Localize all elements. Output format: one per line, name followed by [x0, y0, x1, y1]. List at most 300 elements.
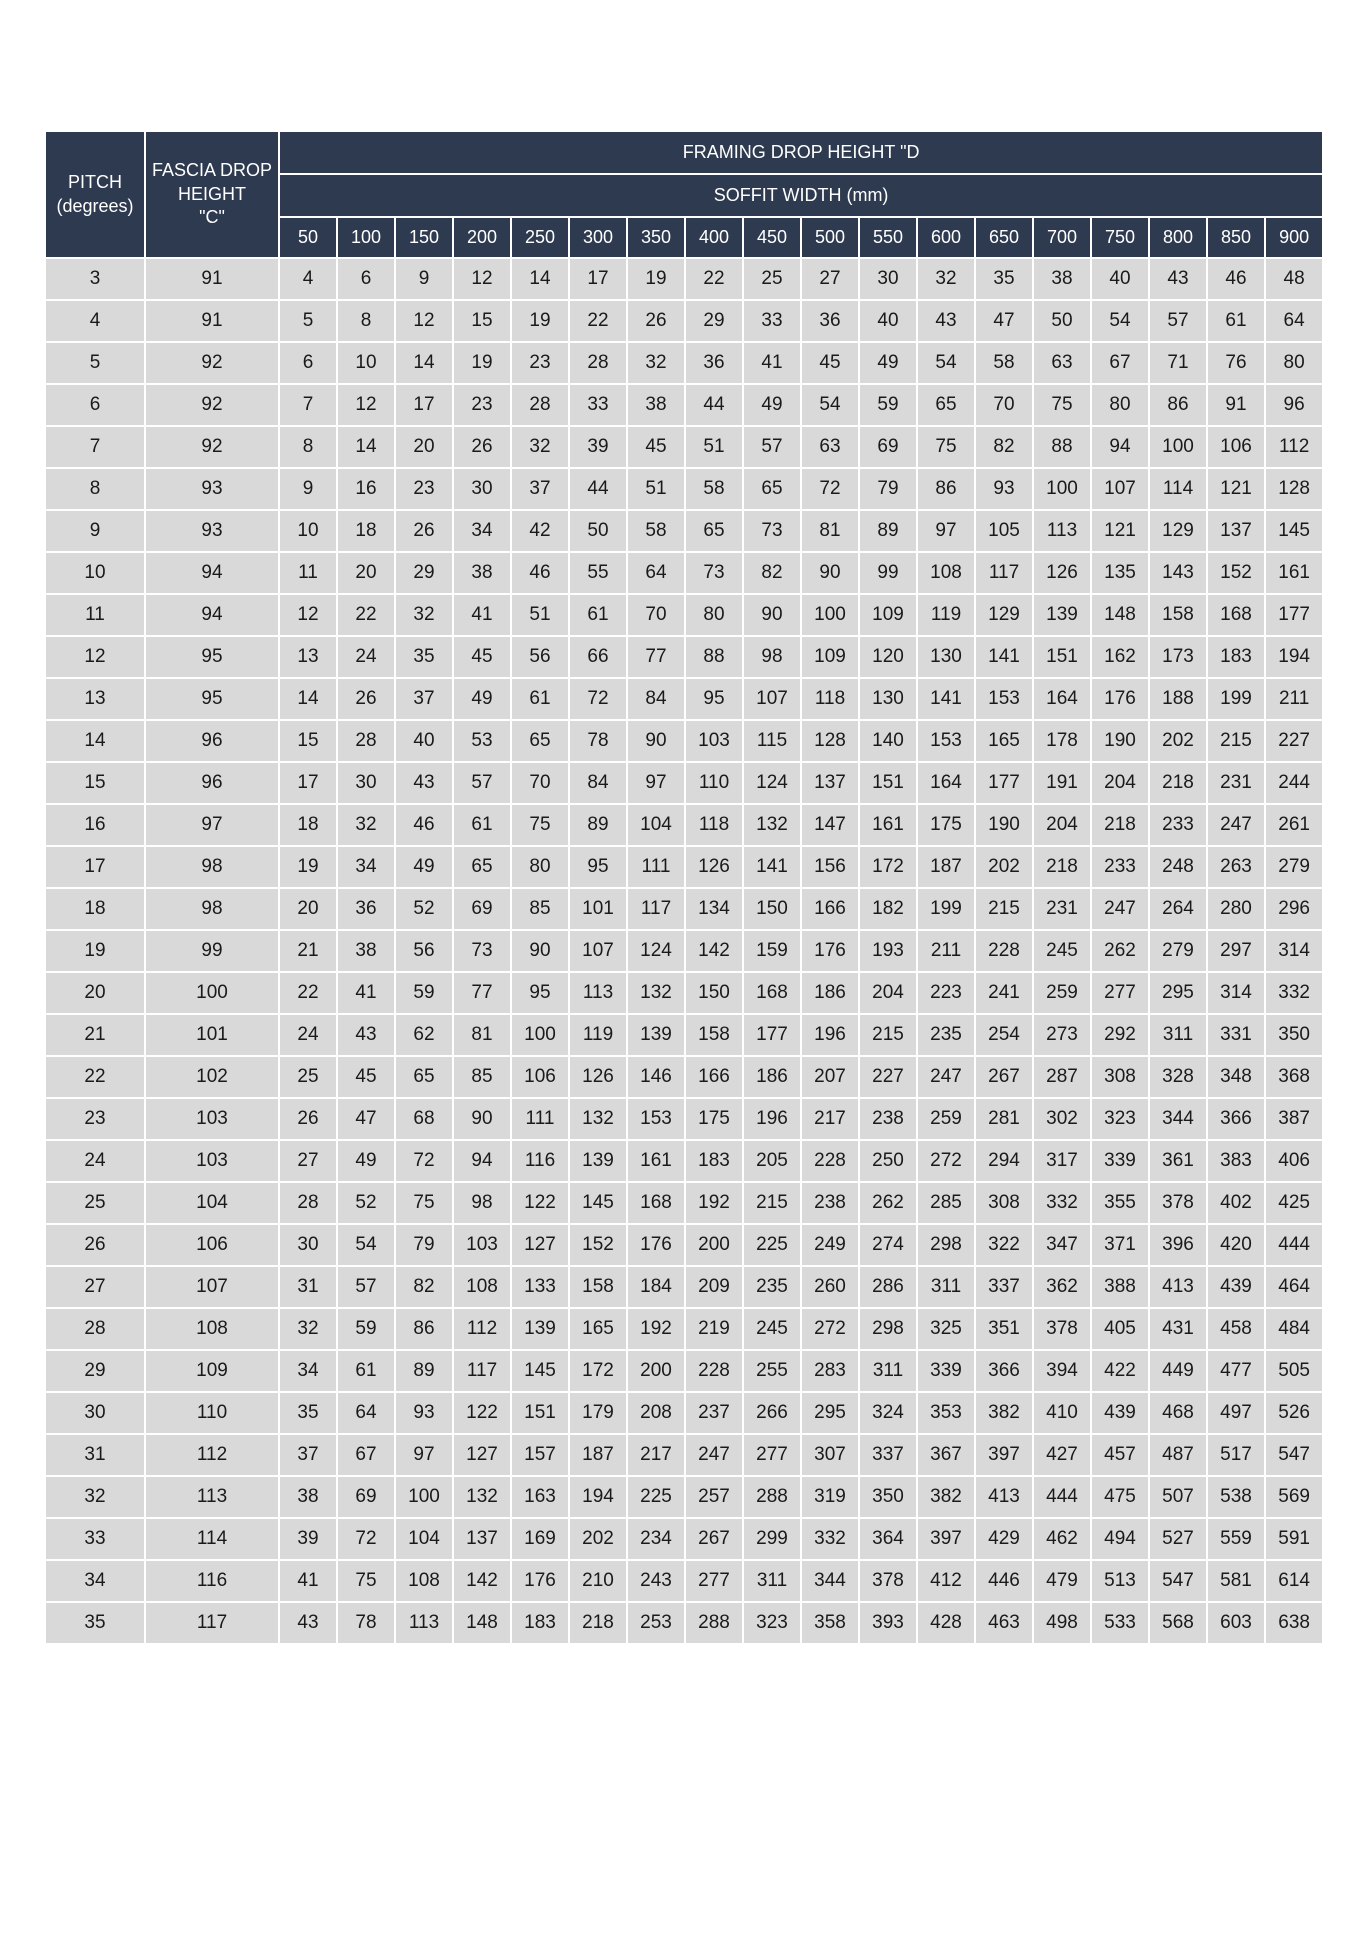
drop-value-cell: 223 [917, 972, 975, 1014]
drop-value-cell: 119 [569, 1014, 627, 1056]
fascia-cell: 94 [145, 594, 279, 636]
drop-value-cell: 43 [917, 300, 975, 342]
table-row [45, 1098, 1323, 1140]
drop-value-cell: 498 [1033, 1602, 1091, 1644]
drop-value-cell: 339 [1091, 1140, 1149, 1182]
drop-value-cell: 137 [801, 762, 859, 804]
drop-value-cell: 208 [627, 1392, 685, 1434]
drop-value-cell: 129 [1149, 510, 1207, 552]
drop-value-cell: 267 [685, 1518, 743, 1560]
framing-drop-table-sheet [44, 130, 1322, 1645]
drop-value-cell: 176 [511, 1560, 569, 1602]
drop-value-cell: 262 [859, 1182, 917, 1224]
drop-value-cell: 133 [511, 1266, 569, 1308]
table-row [45, 1224, 1323, 1266]
drop-value-cell: 383 [1207, 1140, 1265, 1182]
drop-value-cell: 19 [453, 342, 511, 384]
drop-value-cell: 196 [801, 1014, 859, 1056]
drop-value-cell: 100 [395, 1476, 453, 1518]
pitch-cell: 4 [45, 300, 145, 342]
drop-value-cell: 103 [685, 720, 743, 762]
drop-value-cell: 90 [453, 1098, 511, 1140]
drop-value-cell: 190 [1091, 720, 1149, 762]
drop-value-cell: 257 [685, 1476, 743, 1518]
drop-value-cell: 65 [685, 510, 743, 552]
drop-value-cell: 26 [279, 1098, 337, 1140]
drop-value-cell: 429 [975, 1518, 1033, 1560]
drop-value-cell: 70 [975, 384, 1033, 426]
drop-value-cell: 218 [1033, 846, 1091, 888]
drop-value-cell: 294 [975, 1140, 1033, 1182]
drop-value-cell: 344 [801, 1560, 859, 1602]
drop-value-cell: 75 [395, 1182, 453, 1224]
drop-value-cell: 253 [627, 1602, 685, 1644]
table-row [45, 384, 1323, 426]
drop-value-cell: 387 [1265, 1098, 1323, 1140]
width-header-cell: 400 [685, 217, 743, 258]
drop-value-cell: 192 [627, 1308, 685, 1350]
fascia-cell: 100 [145, 972, 279, 1014]
drop-value-cell: 225 [743, 1224, 801, 1266]
drop-value-cell: 110 [685, 762, 743, 804]
fascia-cell: 91 [145, 300, 279, 342]
drop-value-cell: 72 [801, 468, 859, 510]
table-row [45, 342, 1323, 384]
width-header-cell: 800 [1149, 217, 1207, 258]
drop-value-cell: 122 [453, 1392, 511, 1434]
drop-value-cell: 52 [395, 888, 453, 930]
drop-value-cell: 56 [395, 930, 453, 972]
drop-value-cell: 88 [685, 636, 743, 678]
drop-value-cell: 30 [279, 1224, 337, 1266]
drop-value-cell: 38 [453, 552, 511, 594]
drop-value-cell: 547 [1149, 1560, 1207, 1602]
drop-value-cell: 168 [743, 972, 801, 1014]
drop-value-cell: 287 [1033, 1056, 1091, 1098]
drop-value-cell: 80 [511, 846, 569, 888]
drop-value-cell: 100 [1149, 426, 1207, 468]
drop-value-cell: 366 [975, 1350, 1033, 1392]
drop-value-cell: 132 [743, 804, 801, 846]
drop-value-cell: 25 [743, 258, 801, 300]
drop-value-cell: 114 [1149, 468, 1207, 510]
drop-value-cell: 130 [917, 636, 975, 678]
drop-value-cell: 158 [1149, 594, 1207, 636]
drop-value-cell: 49 [453, 678, 511, 720]
drop-value-cell: 29 [395, 552, 453, 594]
drop-value-cell: 248 [1149, 846, 1207, 888]
drop-value-cell: 347 [1033, 1224, 1091, 1266]
drop-value-cell: 494 [1091, 1518, 1149, 1560]
drop-value-cell: 36 [337, 888, 395, 930]
drop-value-cell: 34 [453, 510, 511, 552]
drop-value-cell: 428 [917, 1602, 975, 1644]
drop-value-cell: 9 [279, 468, 337, 510]
pitch-cell: 7 [45, 426, 145, 468]
drop-value-cell: 43 [279, 1602, 337, 1644]
drop-value-cell: 351 [975, 1308, 1033, 1350]
fascia-cell: 102 [145, 1056, 279, 1098]
drop-value-cell: 12 [279, 594, 337, 636]
drop-value-cell: 210 [569, 1560, 627, 1602]
drop-value-cell: 183 [685, 1140, 743, 1182]
fascia-cell: 98 [145, 846, 279, 888]
drop-value-cell: 244 [1265, 762, 1323, 804]
table-row [45, 1140, 1323, 1182]
pitch-cell: 25 [45, 1182, 145, 1224]
drop-value-cell: 215 [975, 888, 1033, 930]
drop-value-cell: 332 [801, 1518, 859, 1560]
drop-value-cell: 103 [453, 1224, 511, 1266]
drop-value-cell: 262 [1091, 930, 1149, 972]
drop-value-cell: 176 [627, 1224, 685, 1266]
drop-value-cell: 250 [859, 1140, 917, 1182]
drop-value-cell: 38 [337, 930, 395, 972]
drop-value-cell: 202 [975, 846, 1033, 888]
pitch-cell: 35 [45, 1602, 145, 1644]
drop-value-cell: 254 [975, 1014, 1033, 1056]
drop-value-cell: 65 [453, 846, 511, 888]
drop-value-cell: 65 [511, 720, 569, 762]
drop-value-cell: 37 [511, 468, 569, 510]
drop-value-cell: 90 [627, 720, 685, 762]
drop-value-cell: 151 [859, 762, 917, 804]
drop-value-cell: 280 [1207, 888, 1265, 930]
drop-value-cell: 65 [743, 468, 801, 510]
drop-value-cell: 179 [569, 1392, 627, 1434]
drop-value-cell: 46 [511, 552, 569, 594]
drop-value-cell: 187 [917, 846, 975, 888]
drop-value-cell: 274 [859, 1224, 917, 1266]
drop-value-cell: 272 [801, 1308, 859, 1350]
drop-value-cell: 28 [511, 384, 569, 426]
drop-value-cell: 487 [1149, 1434, 1207, 1476]
drop-value-cell: 173 [1149, 636, 1207, 678]
drop-value-cell: 86 [395, 1308, 453, 1350]
drop-value-cell: 40 [859, 300, 917, 342]
drop-value-cell: 382 [975, 1392, 1033, 1434]
drop-value-cell: 358 [801, 1602, 859, 1644]
drop-value-cell: 172 [569, 1350, 627, 1392]
drop-value-cell: 45 [337, 1056, 395, 1098]
drop-value-cell: 23 [511, 342, 569, 384]
drop-value-cell: 255 [743, 1350, 801, 1392]
drop-value-cell: 422 [1091, 1350, 1149, 1392]
table-row [45, 720, 1323, 762]
drop-value-cell: 164 [1033, 678, 1091, 720]
drop-value-cell: 184 [627, 1266, 685, 1308]
drop-value-cell: 141 [917, 678, 975, 720]
drop-value-cell: 43 [337, 1014, 395, 1056]
drop-value-cell: 446 [975, 1560, 1033, 1602]
table-row [45, 888, 1323, 930]
drop-value-cell: 527 [1149, 1518, 1207, 1560]
drop-value-cell: 410 [1033, 1392, 1091, 1434]
drop-value-cell: 464 [1265, 1266, 1323, 1308]
pitch-cell: 11 [45, 594, 145, 636]
drop-value-cell: 66 [569, 636, 627, 678]
fascia-cell: 91 [145, 258, 279, 300]
drop-value-cell: 86 [1149, 384, 1207, 426]
drop-value-cell: 261 [1265, 804, 1323, 846]
drop-value-cell: 49 [337, 1140, 395, 1182]
drop-value-cell: 70 [627, 594, 685, 636]
drop-value-cell: 72 [395, 1140, 453, 1182]
drop-value-cell: 235 [743, 1266, 801, 1308]
drop-value-cell: 58 [627, 510, 685, 552]
drop-value-cell: 299 [743, 1518, 801, 1560]
drop-value-cell: 142 [685, 930, 743, 972]
drop-value-cell: 235 [917, 1014, 975, 1056]
drop-value-cell: 48 [1265, 258, 1323, 300]
drop-value-cell: 49 [743, 384, 801, 426]
pitch-cell: 6 [45, 384, 145, 426]
fascia-cell: 94 [145, 552, 279, 594]
drop-value-cell: 20 [279, 888, 337, 930]
drop-value-cell: 14 [511, 258, 569, 300]
header-pitch-line2: (degrees) [56, 195, 134, 216]
drop-value-cell: 113 [1033, 510, 1091, 552]
drop-value-cell: 32 [279, 1308, 337, 1350]
drop-value-cell: 141 [743, 846, 801, 888]
drop-value-cell: 204 [1033, 804, 1091, 846]
pitch-cell: 13 [45, 678, 145, 720]
drop-value-cell: 28 [569, 342, 627, 384]
drop-value-cell: 93 [975, 468, 1033, 510]
drop-value-cell: 202 [1149, 720, 1207, 762]
width-header-cell: 850 [1207, 217, 1265, 258]
drop-value-cell: 55 [569, 552, 627, 594]
table-row [45, 552, 1323, 594]
drop-value-cell: 186 [743, 1056, 801, 1098]
drop-value-cell: 100 [1033, 468, 1091, 510]
drop-value-cell: 107 [743, 678, 801, 720]
drop-value-cell: 122 [511, 1182, 569, 1224]
drop-value-cell: 124 [627, 930, 685, 972]
drop-value-cell: 65 [917, 384, 975, 426]
drop-value-cell: 95 [569, 846, 627, 888]
drop-value-cell: 328 [1149, 1056, 1207, 1098]
drop-value-cell: 63 [1033, 342, 1091, 384]
drop-value-cell: 277 [1091, 972, 1149, 1014]
drop-value-cell: 425 [1265, 1182, 1323, 1224]
pitch-cell: 22 [45, 1056, 145, 1098]
drop-value-cell: 168 [1207, 594, 1265, 636]
drop-value-cell: 371 [1091, 1224, 1149, 1266]
drop-value-cell: 51 [685, 426, 743, 468]
drop-value-cell: 161 [627, 1140, 685, 1182]
drop-value-cell: 22 [685, 258, 743, 300]
drop-value-cell: 378 [859, 1560, 917, 1602]
drop-value-cell: 73 [453, 930, 511, 972]
drop-value-cell: 126 [569, 1056, 627, 1098]
drop-value-cell: 130 [859, 678, 917, 720]
drop-value-cell: 175 [685, 1098, 743, 1140]
table-row [45, 678, 1323, 720]
fascia-cell: 92 [145, 342, 279, 384]
drop-value-cell: 59 [395, 972, 453, 1014]
pitch-cell: 20 [45, 972, 145, 1014]
drop-value-cell: 6 [337, 258, 395, 300]
drop-value-cell: 413 [975, 1476, 1033, 1518]
drop-value-cell: 86 [917, 468, 975, 510]
drop-value-cell: 145 [511, 1350, 569, 1392]
fascia-cell: 104 [145, 1182, 279, 1224]
drop-value-cell: 161 [1265, 552, 1323, 594]
header-framing-drop: FRAMING DROP HEIGHT "D [279, 131, 1323, 174]
drop-value-cell: 117 [453, 1350, 511, 1392]
drop-value-cell: 406 [1265, 1140, 1323, 1182]
header-pitch-line1: PITCH [68, 172, 122, 193]
drop-value-cell: 228 [685, 1350, 743, 1392]
drop-value-cell: 547 [1265, 1434, 1323, 1476]
drop-value-cell: 82 [743, 552, 801, 594]
drop-value-cell: 82 [395, 1266, 453, 1308]
drop-value-cell: 559 [1207, 1518, 1265, 1560]
pitch-cell: 16 [45, 804, 145, 846]
drop-value-cell: 277 [743, 1434, 801, 1476]
drop-value-cell: 249 [801, 1224, 859, 1266]
drop-value-cell: 317 [1033, 1140, 1091, 1182]
drop-value-cell: 192 [685, 1182, 743, 1224]
drop-value-cell: 152 [569, 1224, 627, 1266]
pitch-cell: 14 [45, 720, 145, 762]
drop-value-cell: 26 [453, 426, 511, 468]
table-row [45, 594, 1323, 636]
drop-value-cell: 307 [801, 1434, 859, 1476]
drop-value-cell: 56 [511, 636, 569, 678]
drop-value-cell: 331 [1207, 1014, 1265, 1056]
drop-value-cell: 51 [511, 594, 569, 636]
drop-value-cell: 463 [975, 1602, 1033, 1644]
drop-value-cell: 45 [453, 636, 511, 678]
drop-value-cell: 227 [1265, 720, 1323, 762]
drop-value-cell: 457 [1091, 1434, 1149, 1476]
drop-value-cell: 458 [1207, 1308, 1265, 1350]
drop-value-cell: 13 [279, 636, 337, 678]
table-row [45, 636, 1323, 678]
drop-value-cell: 7 [279, 384, 337, 426]
drop-value-cell: 152 [1207, 552, 1265, 594]
drop-value-cell: 100 [511, 1014, 569, 1056]
drop-value-cell: 10 [279, 510, 337, 552]
drop-value-cell: 337 [975, 1266, 1033, 1308]
drop-value-cell: 45 [801, 342, 859, 384]
drop-value-cell: 348 [1207, 1056, 1265, 1098]
drop-value-cell: 247 [1091, 888, 1149, 930]
drop-value-cell: 281 [975, 1098, 1033, 1140]
drop-value-cell: 35 [279, 1392, 337, 1434]
drop-value-cell: 209 [685, 1266, 743, 1308]
drop-value-cell: 117 [627, 888, 685, 930]
drop-value-cell: 150 [743, 888, 801, 930]
drop-value-cell: 148 [453, 1602, 511, 1644]
width-header-cell: 750 [1091, 217, 1149, 258]
drop-value-cell: 21 [279, 930, 337, 972]
drop-value-cell: 243 [627, 1560, 685, 1602]
table-row [45, 846, 1323, 888]
drop-value-cell: 14 [337, 426, 395, 468]
drop-value-cell: 362 [1033, 1266, 1091, 1308]
drop-value-cell: 39 [569, 426, 627, 468]
drop-value-cell: 215 [743, 1182, 801, 1224]
table-row [45, 1266, 1323, 1308]
drop-value-cell: 18 [279, 804, 337, 846]
drop-value-cell: 52 [337, 1182, 395, 1224]
drop-value-cell: 64 [627, 552, 685, 594]
drop-value-cell: 296 [1265, 888, 1323, 930]
table-row [45, 804, 1323, 846]
drop-value-cell: 153 [975, 678, 1033, 720]
drop-value-cell: 19 [511, 300, 569, 342]
drop-value-cell: 361 [1149, 1140, 1207, 1182]
drop-value-cell: 120 [859, 636, 917, 678]
drop-value-cell: 157 [511, 1434, 569, 1476]
drop-value-cell: 172 [859, 846, 917, 888]
drop-value-cell: 215 [1207, 720, 1265, 762]
drop-value-cell: 139 [627, 1014, 685, 1056]
drop-value-cell: 394 [1033, 1350, 1091, 1392]
drop-value-cell: 104 [627, 804, 685, 846]
drop-value-cell: 32 [511, 426, 569, 468]
drop-value-cell: 614 [1265, 1560, 1323, 1602]
drop-value-cell: 95 [685, 678, 743, 720]
drop-value-cell: 233 [1091, 846, 1149, 888]
drop-value-cell: 11 [279, 552, 337, 594]
drop-value-cell: 199 [1207, 678, 1265, 720]
drop-value-cell: 32 [917, 258, 975, 300]
drop-value-cell: 111 [627, 846, 685, 888]
drop-value-cell: 8 [337, 300, 395, 342]
drop-value-cell: 107 [1091, 468, 1149, 510]
drop-value-cell: 23 [395, 468, 453, 510]
drop-value-cell: 78 [337, 1602, 395, 1644]
drop-value-cell: 308 [975, 1182, 1033, 1224]
drop-value-cell: 260 [801, 1266, 859, 1308]
drop-value-cell: 71 [1149, 342, 1207, 384]
width-header-cell: 550 [859, 217, 917, 258]
width-header-cell: 600 [917, 217, 975, 258]
drop-value-cell: 311 [917, 1266, 975, 1308]
drop-value-cell: 59 [337, 1308, 395, 1350]
drop-value-cell: 100 [801, 594, 859, 636]
drop-value-cell: 204 [1091, 762, 1149, 804]
drop-value-cell: 43 [395, 762, 453, 804]
drop-value-cell: 322 [975, 1224, 1033, 1266]
drop-value-cell: 479 [1033, 1560, 1091, 1602]
table-row [45, 426, 1323, 468]
pitch-cell: 3 [45, 258, 145, 300]
drop-value-cell: 25 [279, 1056, 337, 1098]
drop-value-cell: 126 [685, 846, 743, 888]
drop-value-cell: 217 [627, 1434, 685, 1476]
drop-value-cell: 188 [1149, 678, 1207, 720]
drop-value-cell: 199 [917, 888, 975, 930]
fascia-cell: 99 [145, 930, 279, 972]
drop-value-cell: 286 [859, 1266, 917, 1308]
drop-value-cell: 497 [1207, 1392, 1265, 1434]
width-header-cell: 300 [569, 217, 627, 258]
drop-value-cell: 94 [1091, 426, 1149, 468]
drop-value-cell: 228 [975, 930, 1033, 972]
drop-value-cell: 166 [801, 888, 859, 930]
drop-value-cell: 69 [859, 426, 917, 468]
table-row [45, 1014, 1323, 1056]
width-header-cell: 50 [279, 217, 337, 258]
drop-value-cell: 217 [801, 1098, 859, 1140]
drop-value-cell: 150 [685, 972, 743, 1014]
drop-value-cell: 538 [1207, 1476, 1265, 1518]
